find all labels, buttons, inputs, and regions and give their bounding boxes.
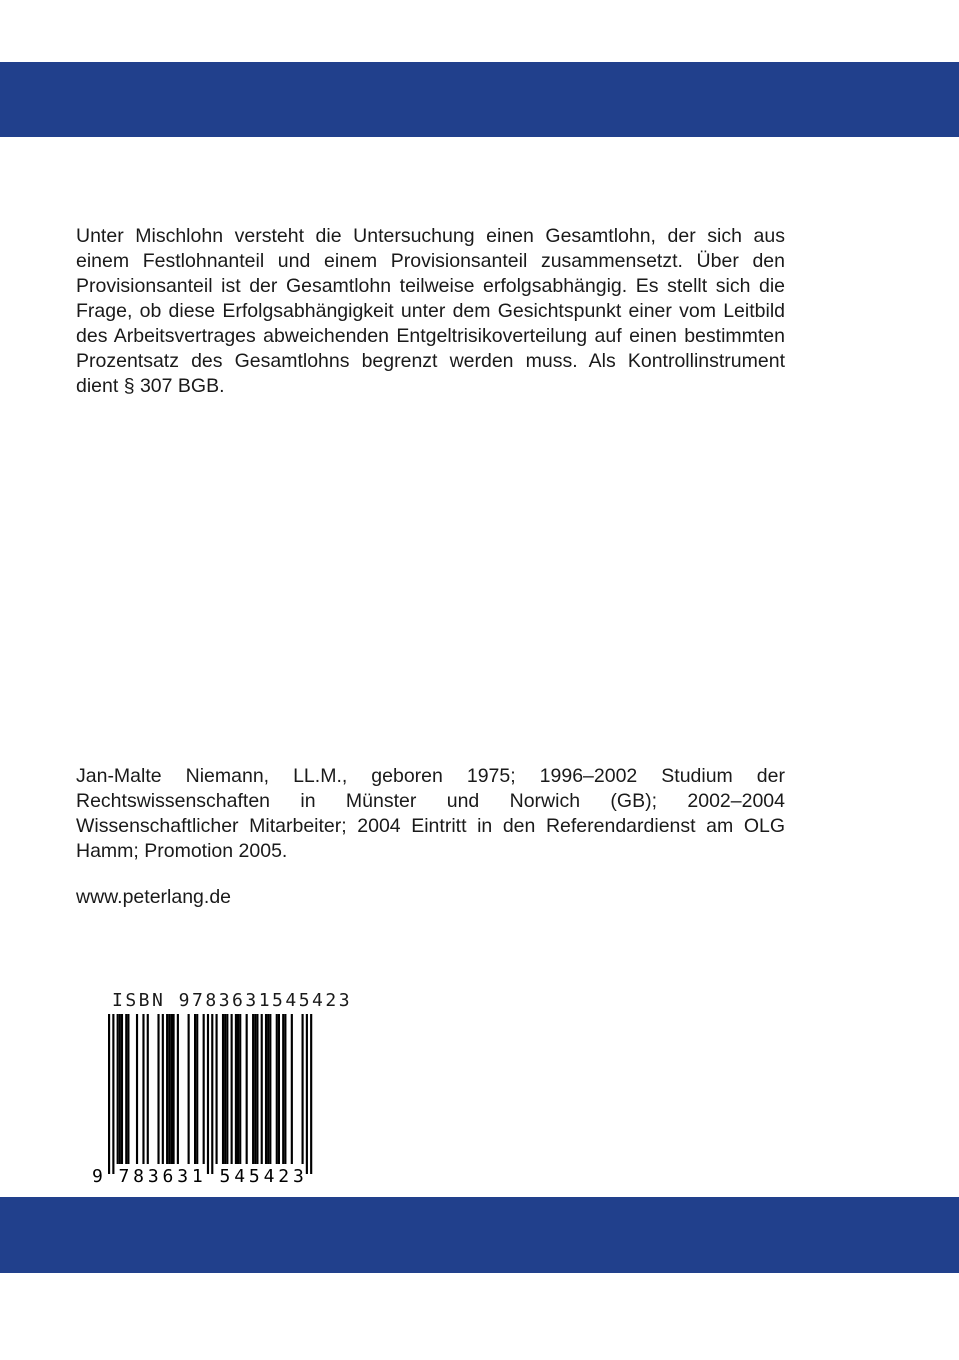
barcode-bar bbox=[119, 1014, 121, 1164]
barcode-bar bbox=[162, 1014, 164, 1164]
barcode-bar bbox=[269, 1014, 271, 1164]
barcode-bar bbox=[246, 1014, 248, 1164]
bottom-color-band bbox=[0, 1197, 959, 1273]
barcode-graphic bbox=[88, 1014, 320, 1186]
barcode-bar bbox=[256, 1014, 258, 1164]
barcode-bar bbox=[173, 1014, 175, 1164]
barcode-bar bbox=[239, 1014, 241, 1164]
barcode-bar bbox=[235, 1014, 237, 1164]
barcode-guard-bar bbox=[207, 1014, 209, 1174]
publisher-website: www.peterlang.de bbox=[76, 886, 232, 908]
book-blurb: Unter Mischlohn versteht die Untersuchung einen Gesamtlohn, der sich aus einem Festlohnanteil und einem Provisionsanteil zusammensetzt. Über den Provisionsanteil ist der Gesamtlohn teilweise erfolgsabhängig. Es stellt sich die Frage, ob diese Erfolgsabhängigkeit unter dem Gesichtspunkt einer vom Leitbild des Arbeitsvertrages abweichenden Entgeltrisikoverteilung auf einen bestimmten Prozentsatz des Gesamtlohns begrenzt werden muss. Als Kontrollinstrument dient § 307 BGB. bbox=[76, 225, 785, 397]
barcode-bar bbox=[216, 1014, 218, 1164]
barcode-bar bbox=[291, 1014, 293, 1164]
barcode-bar bbox=[224, 1014, 226, 1164]
barcode-bar bbox=[237, 1014, 239, 1164]
barcode-first-digit: 9 bbox=[92, 1166, 103, 1186]
isbn-barcode bbox=[88, 1014, 320, 1186]
barcode-right-digits: 545423 bbox=[219, 1166, 304, 1186]
barcode-bar bbox=[222, 1014, 224, 1164]
barcode-bar bbox=[136, 1014, 138, 1164]
barcode-bar bbox=[261, 1014, 263, 1164]
barcode-bar bbox=[157, 1014, 159, 1164]
barcode-bar bbox=[302, 1014, 304, 1164]
barcode-bar bbox=[203, 1014, 205, 1164]
barcode-bar bbox=[252, 1014, 254, 1164]
barcode-bar bbox=[117, 1014, 119, 1164]
barcode-bar bbox=[177, 1014, 179, 1164]
barcode-bar bbox=[231, 1014, 233, 1164]
barcode-bar bbox=[147, 1014, 149, 1164]
barcode-guard-bar bbox=[108, 1014, 110, 1174]
barcode-bar bbox=[267, 1014, 269, 1164]
barcode-bar bbox=[188, 1014, 190, 1164]
barcode-bar bbox=[284, 1014, 286, 1164]
barcode-guard-bar bbox=[306, 1014, 308, 1174]
barcode-bar bbox=[276, 1014, 278, 1164]
top-color-band bbox=[0, 62, 959, 137]
barcode-bar bbox=[282, 1014, 284, 1164]
barcode-bar bbox=[254, 1014, 256, 1164]
barcode-bar bbox=[226, 1014, 228, 1164]
barcode-bar bbox=[166, 1014, 168, 1164]
barcode-guard-bar bbox=[310, 1014, 312, 1174]
barcode-bar bbox=[121, 1014, 123, 1164]
barcode-bar bbox=[194, 1014, 196, 1164]
author-bio: Jan-Malte Niemann, LL.M., geboren 1975; 1996–2002 Studium der Rechtswissenschaften in Münster und Norwich (GB); 2002–2004 Wissenschaftlicher Mitarbeiter; 2004 Eintritt in den Referendardienst am OLG Hamm; Promotion 2005. bbox=[76, 765, 785, 862]
isbn-label: ISBN 9783631545423 bbox=[112, 990, 353, 1011]
barcode-bar bbox=[127, 1014, 129, 1164]
barcode-bar bbox=[142, 1014, 144, 1164]
barcode-bar bbox=[170, 1014, 172, 1164]
barcode-bar bbox=[196, 1014, 198, 1164]
barcode-bar bbox=[278, 1014, 280, 1164]
barcode-bar bbox=[265, 1014, 267, 1164]
barcode-guard-bar bbox=[112, 1014, 114, 1174]
barcode-guard-bar bbox=[211, 1014, 213, 1174]
barcode-bar bbox=[168, 1014, 170, 1164]
barcode-bar bbox=[125, 1014, 127, 1164]
barcode-left-digits: 783631 bbox=[118, 1166, 203, 1186]
